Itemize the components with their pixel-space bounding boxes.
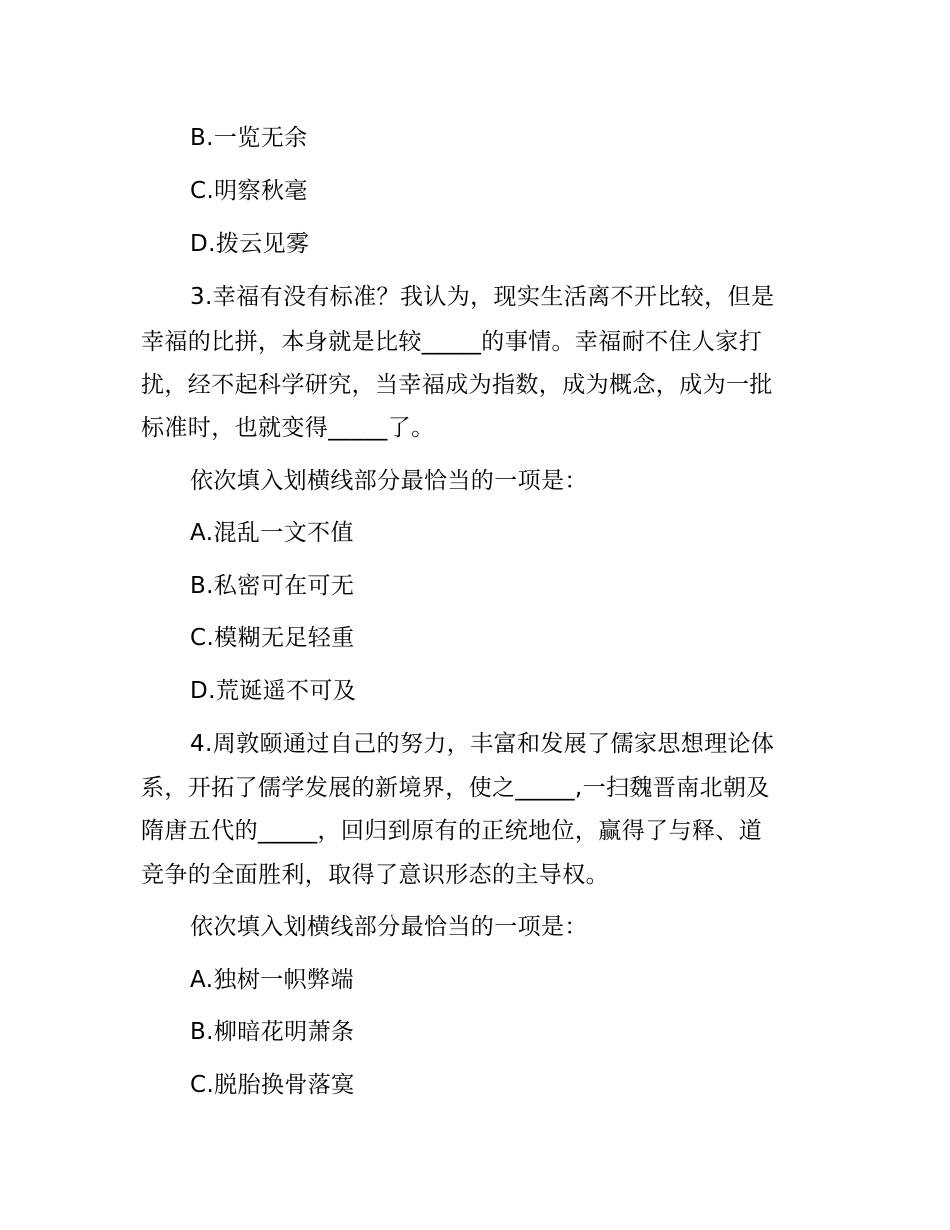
q3-line-3: 扰，经不起科学研究，当幸福成为指数，成为概念，成为一批: [141, 372, 773, 398]
q3-line-2: 幸福的比拼，本身就是比较_____的事情。幸福耐不住人家打: [141, 329, 763, 355]
q3-option-c: C.模糊无足轻重: [190, 625, 355, 651]
q3-option-b: B.私密可在可无: [190, 573, 355, 599]
q4-line-4: 竞争的全面胜利，取得了意识形态的主导权。: [141, 862, 609, 888]
prev-option-c: C.明察秋毫: [190, 178, 308, 204]
q3-line-1: 3.幸福有没有标准？我认为，现实生活离不开比较，但是: [190, 284, 775, 310]
q4-line-1: 4.周敦颐通过自己的努力，丰富和发展了儒家思想理论体: [190, 731, 775, 757]
q4-option-c: C.脱胎换骨落寞: [190, 1072, 355, 1098]
q4-prompt: 依次填入划横线部分最恰当的一项是：: [190, 914, 588, 940]
q4-line-2: 系，开拓了儒学发展的新境界，使之_____,一扫魏晋南北朝及: [141, 775, 770, 801]
q3-prompt: 依次填入划横线部分最恰当的一项是：: [190, 468, 588, 494]
q4-line-3: 隋唐五代的_____，回归到原有的正统地位，赢得了与释、道: [141, 818, 763, 844]
q3-option-a: A.混乱一文不值: [190, 520, 354, 546]
prev-option-d: D.拨云见雾: [190, 231, 310, 257]
q3-line-4: 标准时，也就变得_____了。: [141, 415, 435, 441]
q3-option-d: D.荒诞遥不可及: [190, 678, 357, 704]
q4-option-b: B.柳暗花明萧条: [190, 1019, 355, 1045]
q4-option-a: A.独树一帜弊端: [190, 967, 354, 993]
prev-option-b: B.一览无余: [190, 125, 308, 151]
